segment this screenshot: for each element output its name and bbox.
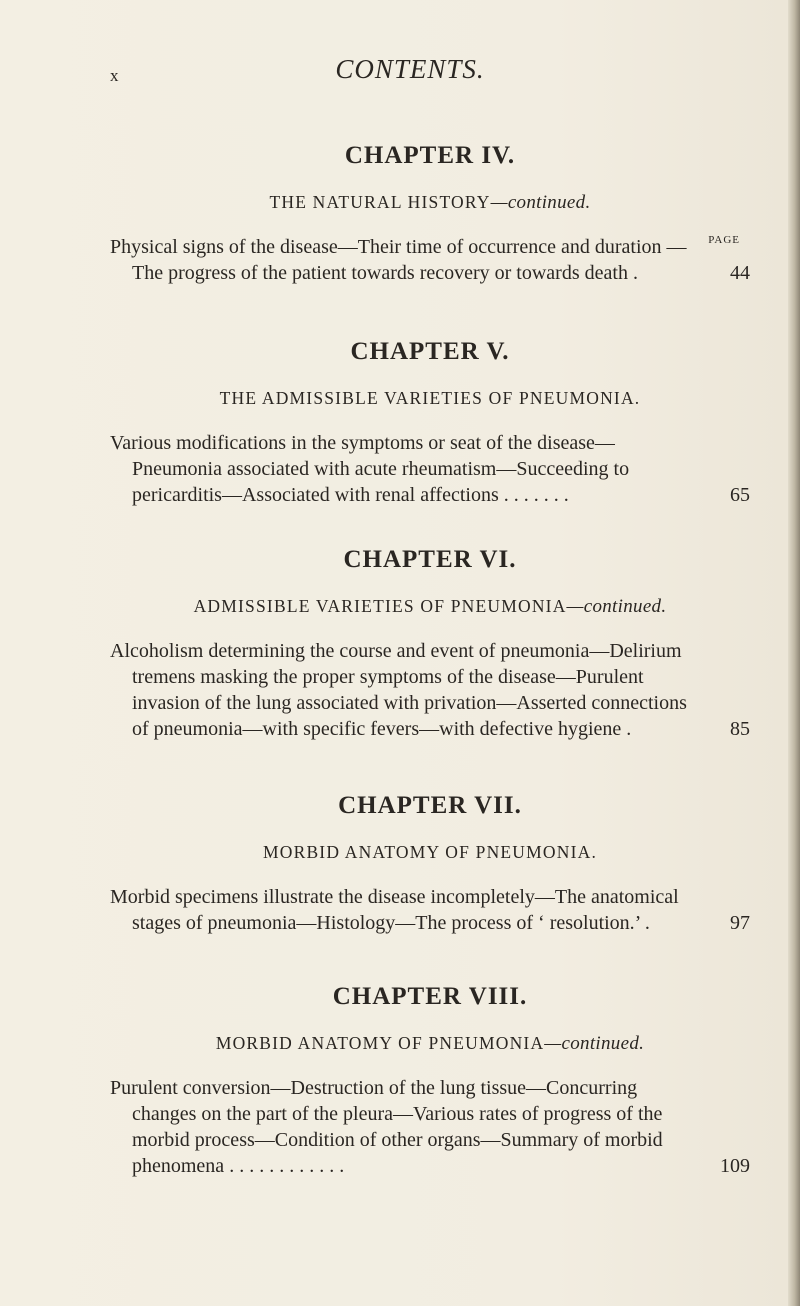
chapter-section — [110, 338, 750, 508]
chapter-title: CHAPTER VI. — [343, 546, 517, 573]
chapter-entry — [110, 1075, 750, 1179]
chapter-entry — [110, 234, 750, 286]
chapter-section — [110, 142, 750, 286]
entry-summary: Physical signs of the disease—Their time of occurrence and duration —The progress of the patient towards recovery or towards death . — [110, 236, 687, 284]
subtitle-continued: —continued. — [490, 192, 591, 213]
chapter-subtitle — [110, 842, 750, 864]
subtitle-main: ADMISSIBLE VARIETIES OF PNEUMONIA — [193, 596, 567, 616]
chapter-entry — [110, 884, 750, 936]
entry-summary: Various modifications in the symptoms or seat of the disease—Pneumonia associated with acute rheumatism—Succeeding to pericarditis—Associated with renal affections . . . . . . . — [110, 432, 630, 506]
chapter-subtitle — [110, 1033, 750, 1055]
chapter-entry — [110, 638, 750, 742]
chapter-subtitle — [110, 596, 750, 618]
chapter-title: CHAPTER VIII. — [332, 983, 528, 1010]
chapter-entry — [110, 430, 750, 508]
subtitle-continued: —continued. — [544, 1033, 645, 1054]
chapter-title: CHAPTER V. — [350, 338, 510, 365]
subtitle-main: MORBID ANATOMY OF PNEUMONIA. — [262, 842, 598, 862]
subtitle-continued: —continued. — [566, 596, 667, 617]
subtitle-main: THE ADMISSIBLE VARIETIES OF PNEUMONIA. — [219, 388, 641, 408]
chapter-section — [110, 983, 750, 1179]
page-number: 109 — [720, 1155, 750, 1177]
page-title: CONTENTS. — [335, 54, 485, 84]
chapter-title: CHAPTER IV. — [344, 142, 516, 169]
page-number: 65 — [730, 484, 750, 506]
subtitle-main: THE NATURAL HISTORY — [269, 192, 491, 212]
entry-summary: Morbid specimens illustrate the disease incompletely—The anatomical stages of pneumonia—Histology—The process of ‘ resolution.’ . — [110, 886, 679, 934]
chapter-section — [110, 792, 750, 936]
chapter-subtitle — [110, 192, 750, 214]
page-edge-shadow — [788, 0, 800, 1306]
chapter-title: CHAPTER VII. — [338, 792, 522, 819]
subtitle-main: MORBID ANATOMY OF PNEUMONIA — [215, 1033, 545, 1053]
entry-summary: Alcoholism determining the course and event of pneumonia—Delirium tremens masking the proper symptoms of the disease—Purulent invasion of the lung associated with privation—Asserted connections of pneumonia—with specific fevers—with defective hygiene . — [110, 640, 687, 740]
page-number: 85 — [730, 718, 750, 740]
page-column-label: PAGE — [708, 234, 740, 246]
chapter-subtitle — [110, 388, 750, 410]
entry-summary: Purulent conversion—Destruction of the lung tissue—Concurring changes on the part of the pleura—Various rates of progress of the morbid process—Condition of other organs—Summary of morbid phenomena . . . . . . . . . . . . — [110, 1077, 663, 1177]
page-number: 97 — [730, 912, 750, 934]
page-number: 44 — [730, 262, 750, 284]
page-folio: x — [110, 66, 119, 85]
chapter-section — [110, 546, 750, 742]
